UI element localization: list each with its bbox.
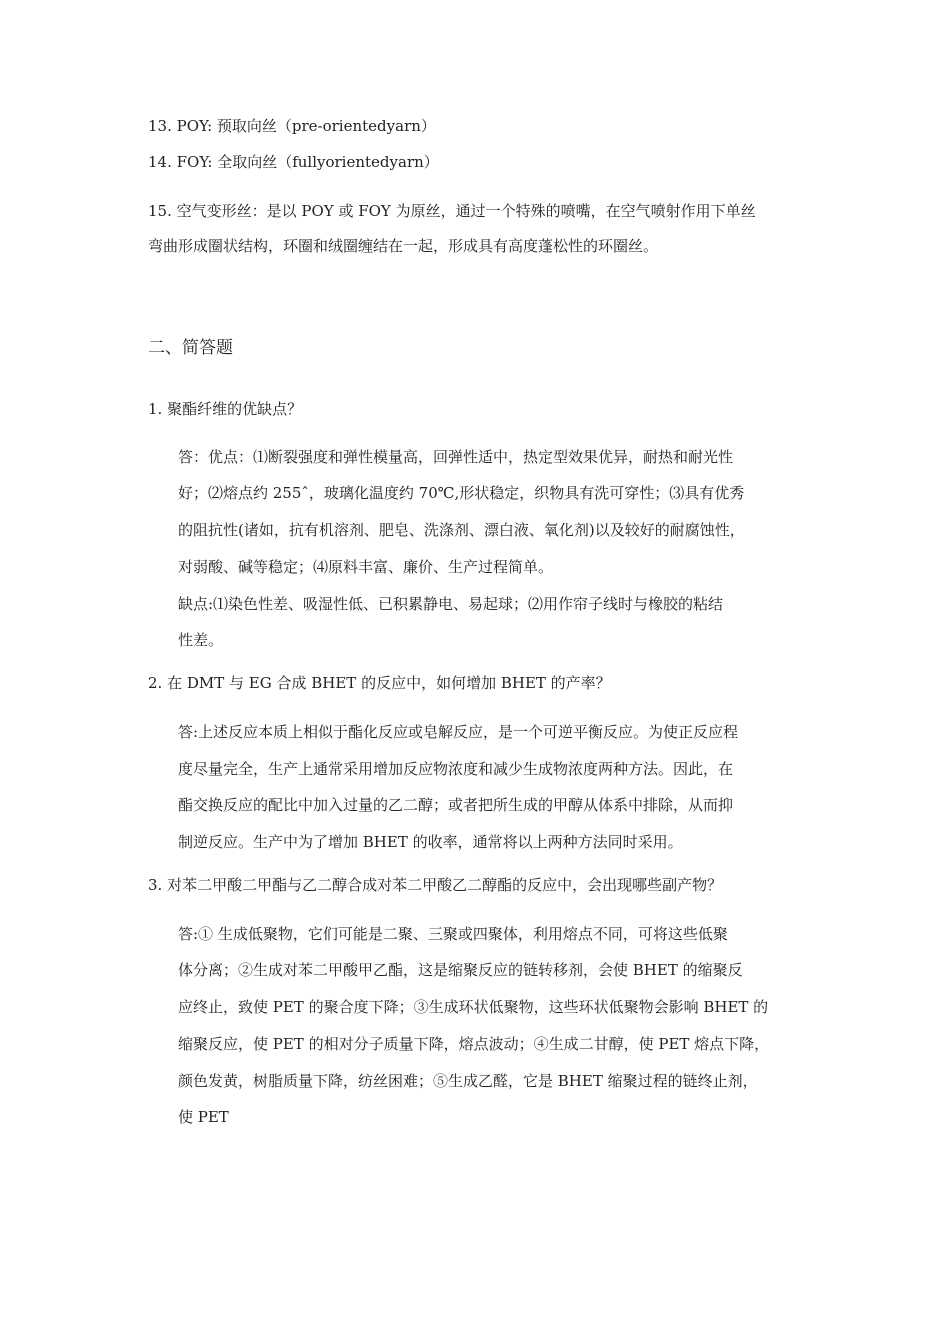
term-item-15-line-1: 15. 空气变形丝：是以 POY 或 FOY 为原丝，通过一个特殊的喷嘴，在空气喷射作用下单丝 [148,202,756,220]
answer-2-line-4: 制逆反应。生产中为了增加 BHET 的收率，通常将以上两种方法同时采用。 [178,833,683,851]
question-1: 1. 聚酯纤维的优缺点？ [148,400,303,418]
answer-1-line-1: 答：优点：⑴断裂强度和弹性模量高，回弹性适中，热定型效果优异，耐热和耐光性 [178,448,734,466]
answer-3-line-3: 应终止，致使 PET 的聚合度下降；③生成环状低聚物，这些环状低聚物会影响 BHET 的 [178,998,769,1016]
section-title: 二、简答题 [148,338,233,358]
answer-3-line-6: 使 PET [178,1108,229,1126]
answer-2-line-2: 度尽量完全，生产上通常采用增加反应物浓度和减少生成物浓度两种方法。因此，在 [178,760,734,778]
answer-1-line-5: 缺点:⑴染色性差、吸湿性低、已积累静电、易起球；⑵用作帘子线时与橡胶的粘结 [178,595,724,613]
term-item-14: 14. FOY: 全取向丝（fullyorientedyarn） [148,153,439,171]
answer-1-line-6: 性差。 [178,631,224,649]
answer-1-line-4: 对弱酸、碱等稳定；⑷原料丰富、廉价、生产过程简单。 [178,558,554,576]
answer-2-line-3: 酯交换反应的配比中加入过量的乙二醇；或者把所生成的甲醇从体系中排除，从而抑 [178,796,734,814]
answer-1-line-2: 好；⑵熔点约 255ˆ，玻璃化温度约 70℃,形状稳定，织物具有洗可穿性；⑶具有优秀 [178,484,745,502]
answer-3-line-5: 颜色发黄，树脂质量下降，纺丝困难；⑤生成乙醛，它是 BHET 缩聚过程的链终止剂， [178,1072,758,1090]
answer-2-line-1: 答:上述反应本质上相似于酯化反应或皂解反应，是一个可逆平衡反应。为使正反应程 [178,723,739,741]
answer-3-line-2: 体分离；②生成对苯二甲酸甲乙酯，这是缩聚反应的链转移剂，会使 BHET 的缩聚反 [178,961,743,979]
answer-1-line-3: 的阻抗性(诸如，抗有机溶剂、肥皂、洗涤剂、漂白液、氧化剂)以及较好的耐腐蚀性， [178,521,745,539]
term-item-15-line-2: 弯曲形成圈状结构，环圈和绒圈缠结在一起，形成具有高度蓬松性的环圈丝。 [148,237,659,255]
answer-3-line-4: 缩聚反应，使 PET 的相对分子质量下降，熔点波动；④生成二甘醇，使 PET 熔点下降， [178,1035,770,1053]
question-2: 2. 在 DMT 与 EG 合成 BHET 的反应中，如何增加 BHET 的产率？ [148,674,611,692]
answer-3-line-1: 答:① 生成低聚物，它们可能是二聚、三聚或四聚体，利用熔点不同，可将这些低聚 [178,925,728,943]
term-item-13: 13. POY: 预取向丝（pre-orientedyarn） [148,117,436,135]
question-3: 3. 对苯二甲酸二甲酯与乙二醇合成对苯二甲酸乙二醇酯的反应中，会出现哪些副产物？ [148,876,723,894]
